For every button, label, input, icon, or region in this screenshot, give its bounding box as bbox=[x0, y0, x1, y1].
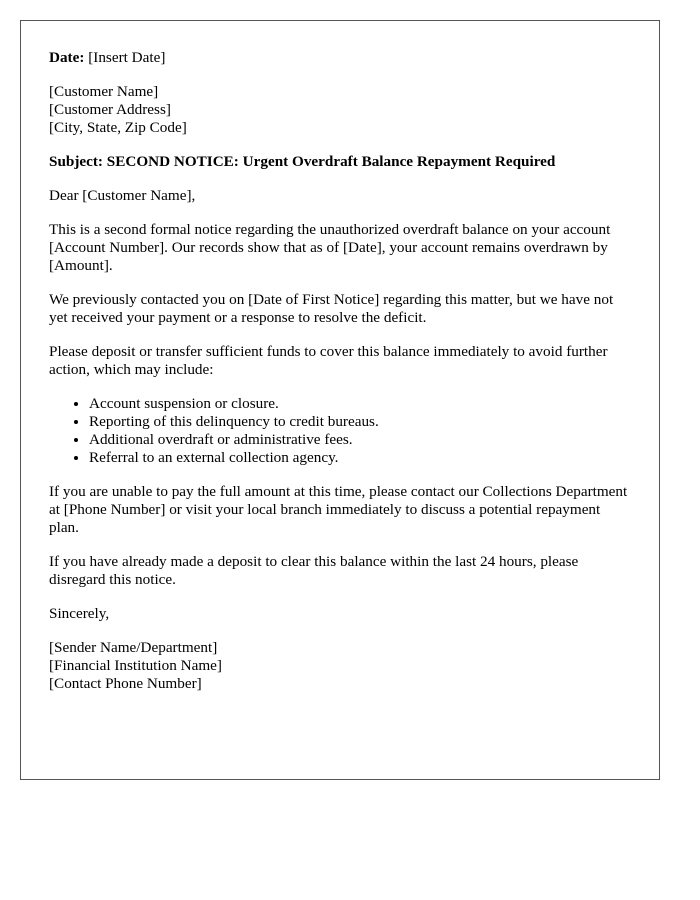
list-item: • Account suspension or closure. bbox=[89, 395, 631, 413]
sender-phone: [Contact Phone Number] bbox=[49, 675, 202, 692]
closing: Sincerely, bbox=[49, 605, 110, 622]
recipient-address: [Customer Address] bbox=[49, 101, 171, 118]
date-line bbox=[49, 49, 631, 67]
body-paragraph-5: If you have already made a deposit to clear this balance within the last 24 hours, please disregard this notice. bbox=[49, 553, 579, 588]
consequences-list bbox=[49, 395, 631, 467]
body-paragraph-4: If you are unable to pay the full amount at this time, please contact our Collections Department at [Phone Number] or visit your local branch immediately to discuss a potential repayment plan. bbox=[49, 483, 628, 536]
salutation: Dear [Customer Name], bbox=[49, 187, 196, 204]
sender-name: [Sender Name/Department] bbox=[49, 639, 218, 656]
date-value: [Insert Date] bbox=[88, 49, 166, 66]
recipient-city-state-zip: [City, State, Zip Code] bbox=[49, 119, 187, 136]
body-paragraph-2: We previously contacted you on [Date of First Notice] regarding this matter, but we have not yet received your payment or a response to resolve the deficit. bbox=[49, 291, 614, 326]
list-item: • Reporting of this delinquency to credit bureaus. bbox=[89, 413, 631, 431]
body-paragraph-1: This is a second formal notice regarding the unauthorized overdraft balance on your account [Account Number]. Our records show that as of [Date], your account remains overdrawn by [Amount]. bbox=[49, 221, 611, 274]
list-item: • Referral to an external collection agency. bbox=[89, 449, 631, 467]
date-label: Date: bbox=[49, 49, 85, 66]
subject-line: Subject: SECOND NOTICE: Urgent Overdraft Balance Repayment Required bbox=[49, 153, 556, 170]
letter-page bbox=[20, 20, 660, 780]
list-item: • Additional overdraft or administrative fees. bbox=[89, 431, 631, 449]
recipient-name: [Customer Name] bbox=[49, 83, 159, 100]
body-paragraph-3: Please deposit or transfer sufficient funds to cover this balance immediately to avoid further action, which may include: bbox=[49, 343, 608, 378]
recipient-address-block bbox=[49, 83, 631, 137]
sender-institution: [Financial Institution Name] bbox=[49, 657, 222, 674]
sender-signature-block bbox=[49, 639, 631, 693]
